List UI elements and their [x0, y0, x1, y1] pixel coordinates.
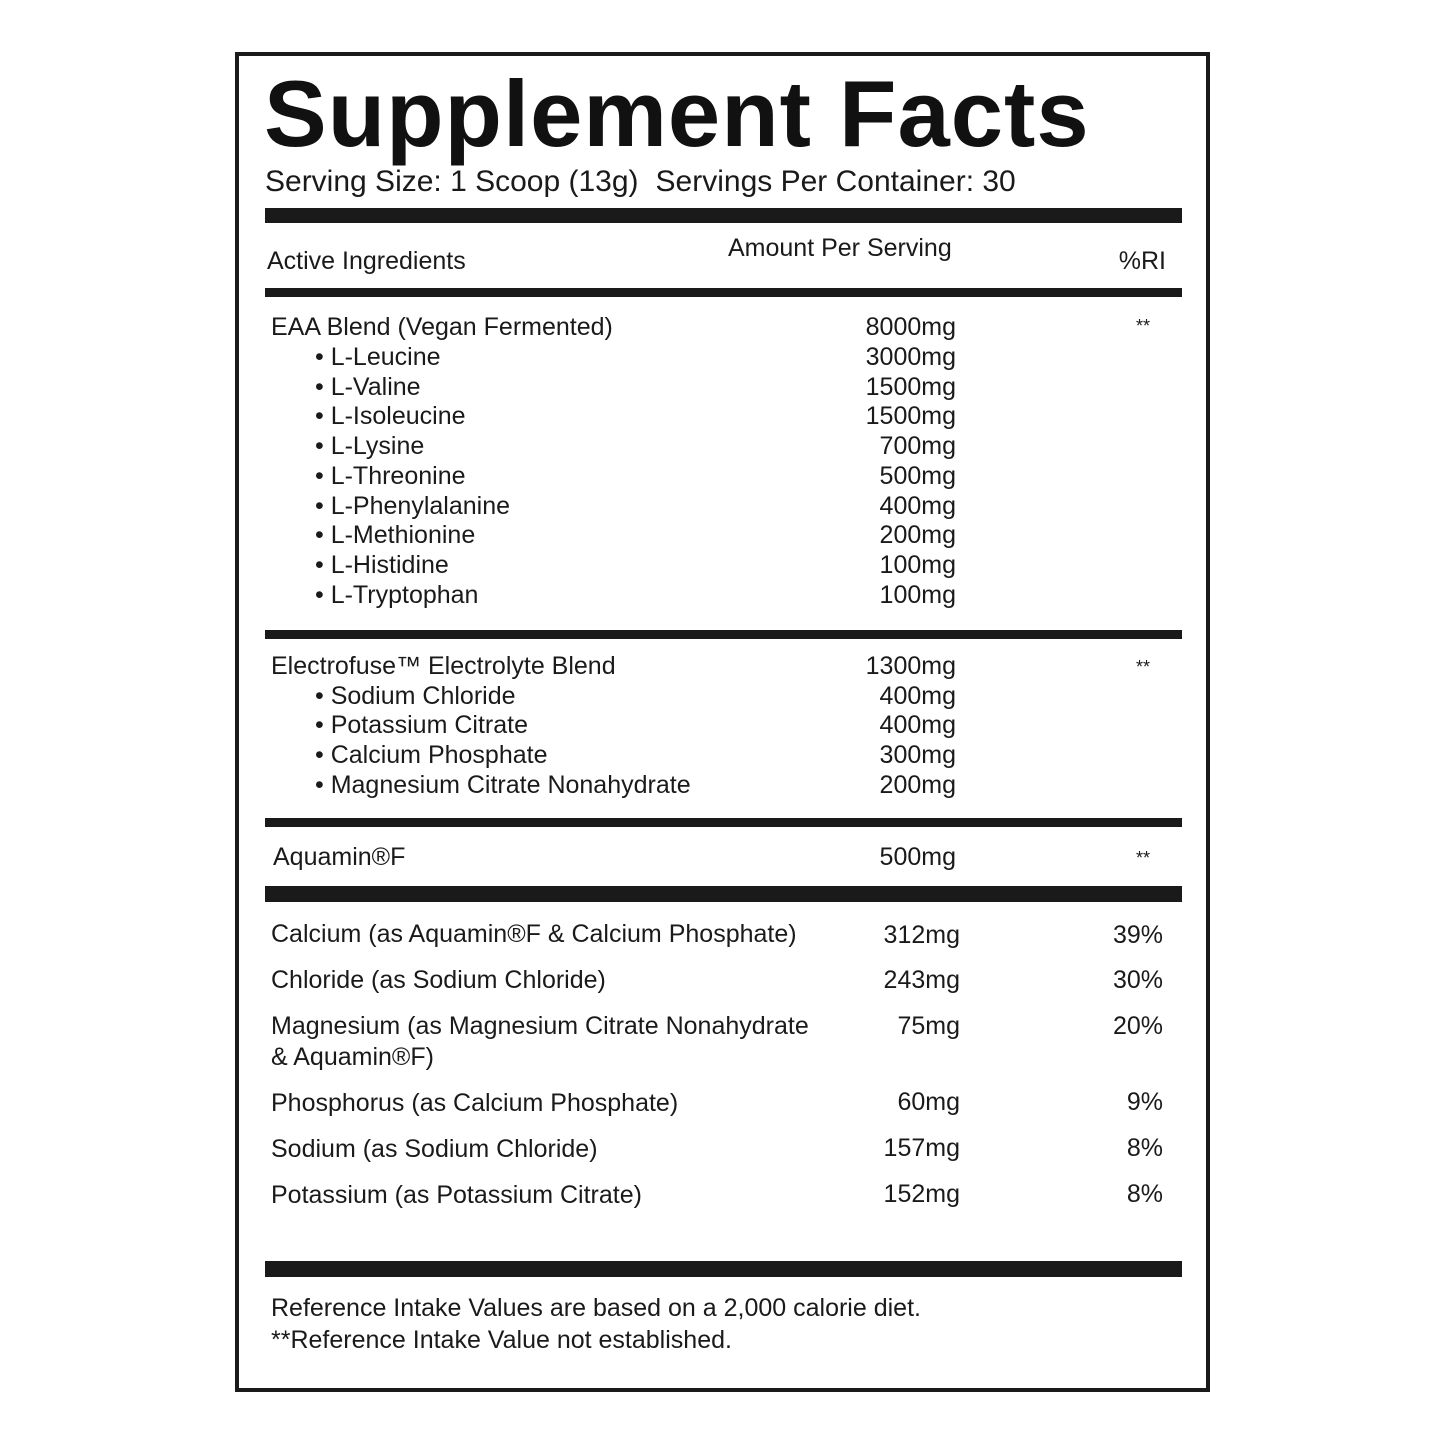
mineral-name: Sodium (as Sodium Chloride)	[271, 1135, 598, 1163]
eaa-item-name: • L-Valine	[315, 373, 421, 401]
eaa-item-name: • L-Tryptophan	[315, 581, 479, 609]
eaa-item-name: • L-Leucine	[315, 343, 441, 371]
mineral-amount: 243mg	[883, 966, 960, 994]
section-divider	[265, 818, 1182, 827]
eaa-item-amount: 3000mg	[865, 343, 956, 371]
electrolyte-item-amount: 200mg	[879, 771, 956, 799]
electrolyte-item-name: • Calcium Phosphate	[315, 741, 548, 769]
mineral-ri: 8%	[1126, 1134, 1163, 1162]
footnote: Reference Intake Values are based on a 2,000 calorie diet.	[271, 1294, 921, 1322]
electrolyte-blend-name: Electrofuse™ Electrolyte Blend	[271, 652, 616, 680]
thick-divider	[265, 1261, 1182, 1277]
eaa-item-amount: 100mg	[879, 581, 956, 609]
header-active-ingredients: Active Ingredients	[267, 247, 466, 275]
supplement-facts-panel	[235, 52, 1210, 1392]
aquamin-name: Aquamin®F	[273, 843, 406, 871]
mineral-name: Potassium (as Potassium Citrate)	[271, 1181, 642, 1209]
eaa-blend-ri: **	[1135, 316, 1150, 336]
footnote: **Reference Intake Value not established.	[271, 1326, 732, 1354]
thick-divider	[265, 208, 1182, 223]
electrolyte-item-amount: 400mg	[879, 711, 956, 739]
electrolyte-item-name: • Potassium Citrate	[315, 711, 528, 739]
mineral-ri: 9%	[1126, 1088, 1163, 1116]
eaa-item-amount: 1500mg	[865, 373, 956, 401]
electrolyte-blend-ri: **	[1135, 657, 1150, 677]
eaa-item-name: • L-Lysine	[315, 432, 425, 460]
panel-title: Supplement Facts	[264, 61, 1090, 166]
eaa-item-amount: 100mg	[879, 551, 956, 579]
section-divider	[265, 630, 1182, 639]
electrolyte-item-amount: 400mg	[879, 682, 956, 710]
mineral-name: Phosphorus (as Calcium Phosphate)	[271, 1089, 679, 1117]
mineral-name: Calcium (as Aquamin®F & Calcium Phosphate)	[271, 920, 797, 948]
serving-size: Serving Size: 1 Scoop (13g)	[265, 165, 639, 198]
mineral-amount: 60mg	[897, 1088, 960, 1116]
electrolyte-item-name: • Sodium Chloride	[315, 682, 516, 710]
eaa-blend-name: EAA Blend (Vegan Fermented)	[271, 313, 613, 341]
eaa-item-name: • L-Methionine	[315, 521, 476, 549]
eaa-item-name: • L-Phenylalanine	[315, 492, 510, 520]
eaa-item-name: • L-Isoleucine	[315, 402, 466, 430]
header-ri: %RI	[1118, 247, 1166, 275]
eaa-blend-amount: 8000mg	[865, 313, 956, 341]
mineral-amount: 312mg	[883, 921, 960, 949]
servings-per-container: Servings Per Container: 30	[655, 165, 1016, 198]
eaa-item-amount: 1500mg	[865, 402, 956, 430]
electrolyte-blend-amount: 1300mg	[865, 652, 956, 680]
mineral-amount: 157mg	[883, 1134, 960, 1162]
eaa-item-name: • L-Histidine	[315, 551, 449, 579]
eaa-item-amount: 400mg	[879, 492, 956, 520]
mineral-name-continued: & Aquamin®F)	[271, 1043, 434, 1071]
electrolyte-item-amount: 300mg	[879, 741, 956, 769]
thick-divider	[265, 886, 1182, 902]
mineral-ri: 39%	[1112, 921, 1163, 949]
mineral-name: Chloride (as Sodium Chloride)	[271, 966, 606, 994]
eaa-item-amount: 700mg	[879, 432, 956, 460]
eaa-item-name: • L-Threonine	[315, 462, 466, 490]
eaa-item-amount: 200mg	[879, 521, 956, 549]
serving-info	[265, 164, 1016, 200]
mineral-amount: 75mg	[897, 1012, 960, 1040]
aquamin-ri: **	[1135, 848, 1150, 868]
header-amount-per-serving: Amount Per Serving	[728, 234, 952, 262]
mineral-name: Magnesium (as Magnesium Citrate Nonahydrate	[271, 1012, 809, 1040]
mineral-ri: 30%	[1112, 966, 1163, 994]
header-divider	[265, 288, 1182, 297]
electrolyte-item-name: • Magnesium Citrate Nonahydrate	[315, 771, 691, 799]
aquamin-amount: 500mg	[879, 843, 956, 871]
mineral-amount: 152mg	[883, 1180, 960, 1208]
eaa-item-amount: 500mg	[879, 462, 956, 490]
mineral-ri: 8%	[1126, 1180, 1163, 1208]
mineral-ri: 20%	[1112, 1012, 1163, 1040]
